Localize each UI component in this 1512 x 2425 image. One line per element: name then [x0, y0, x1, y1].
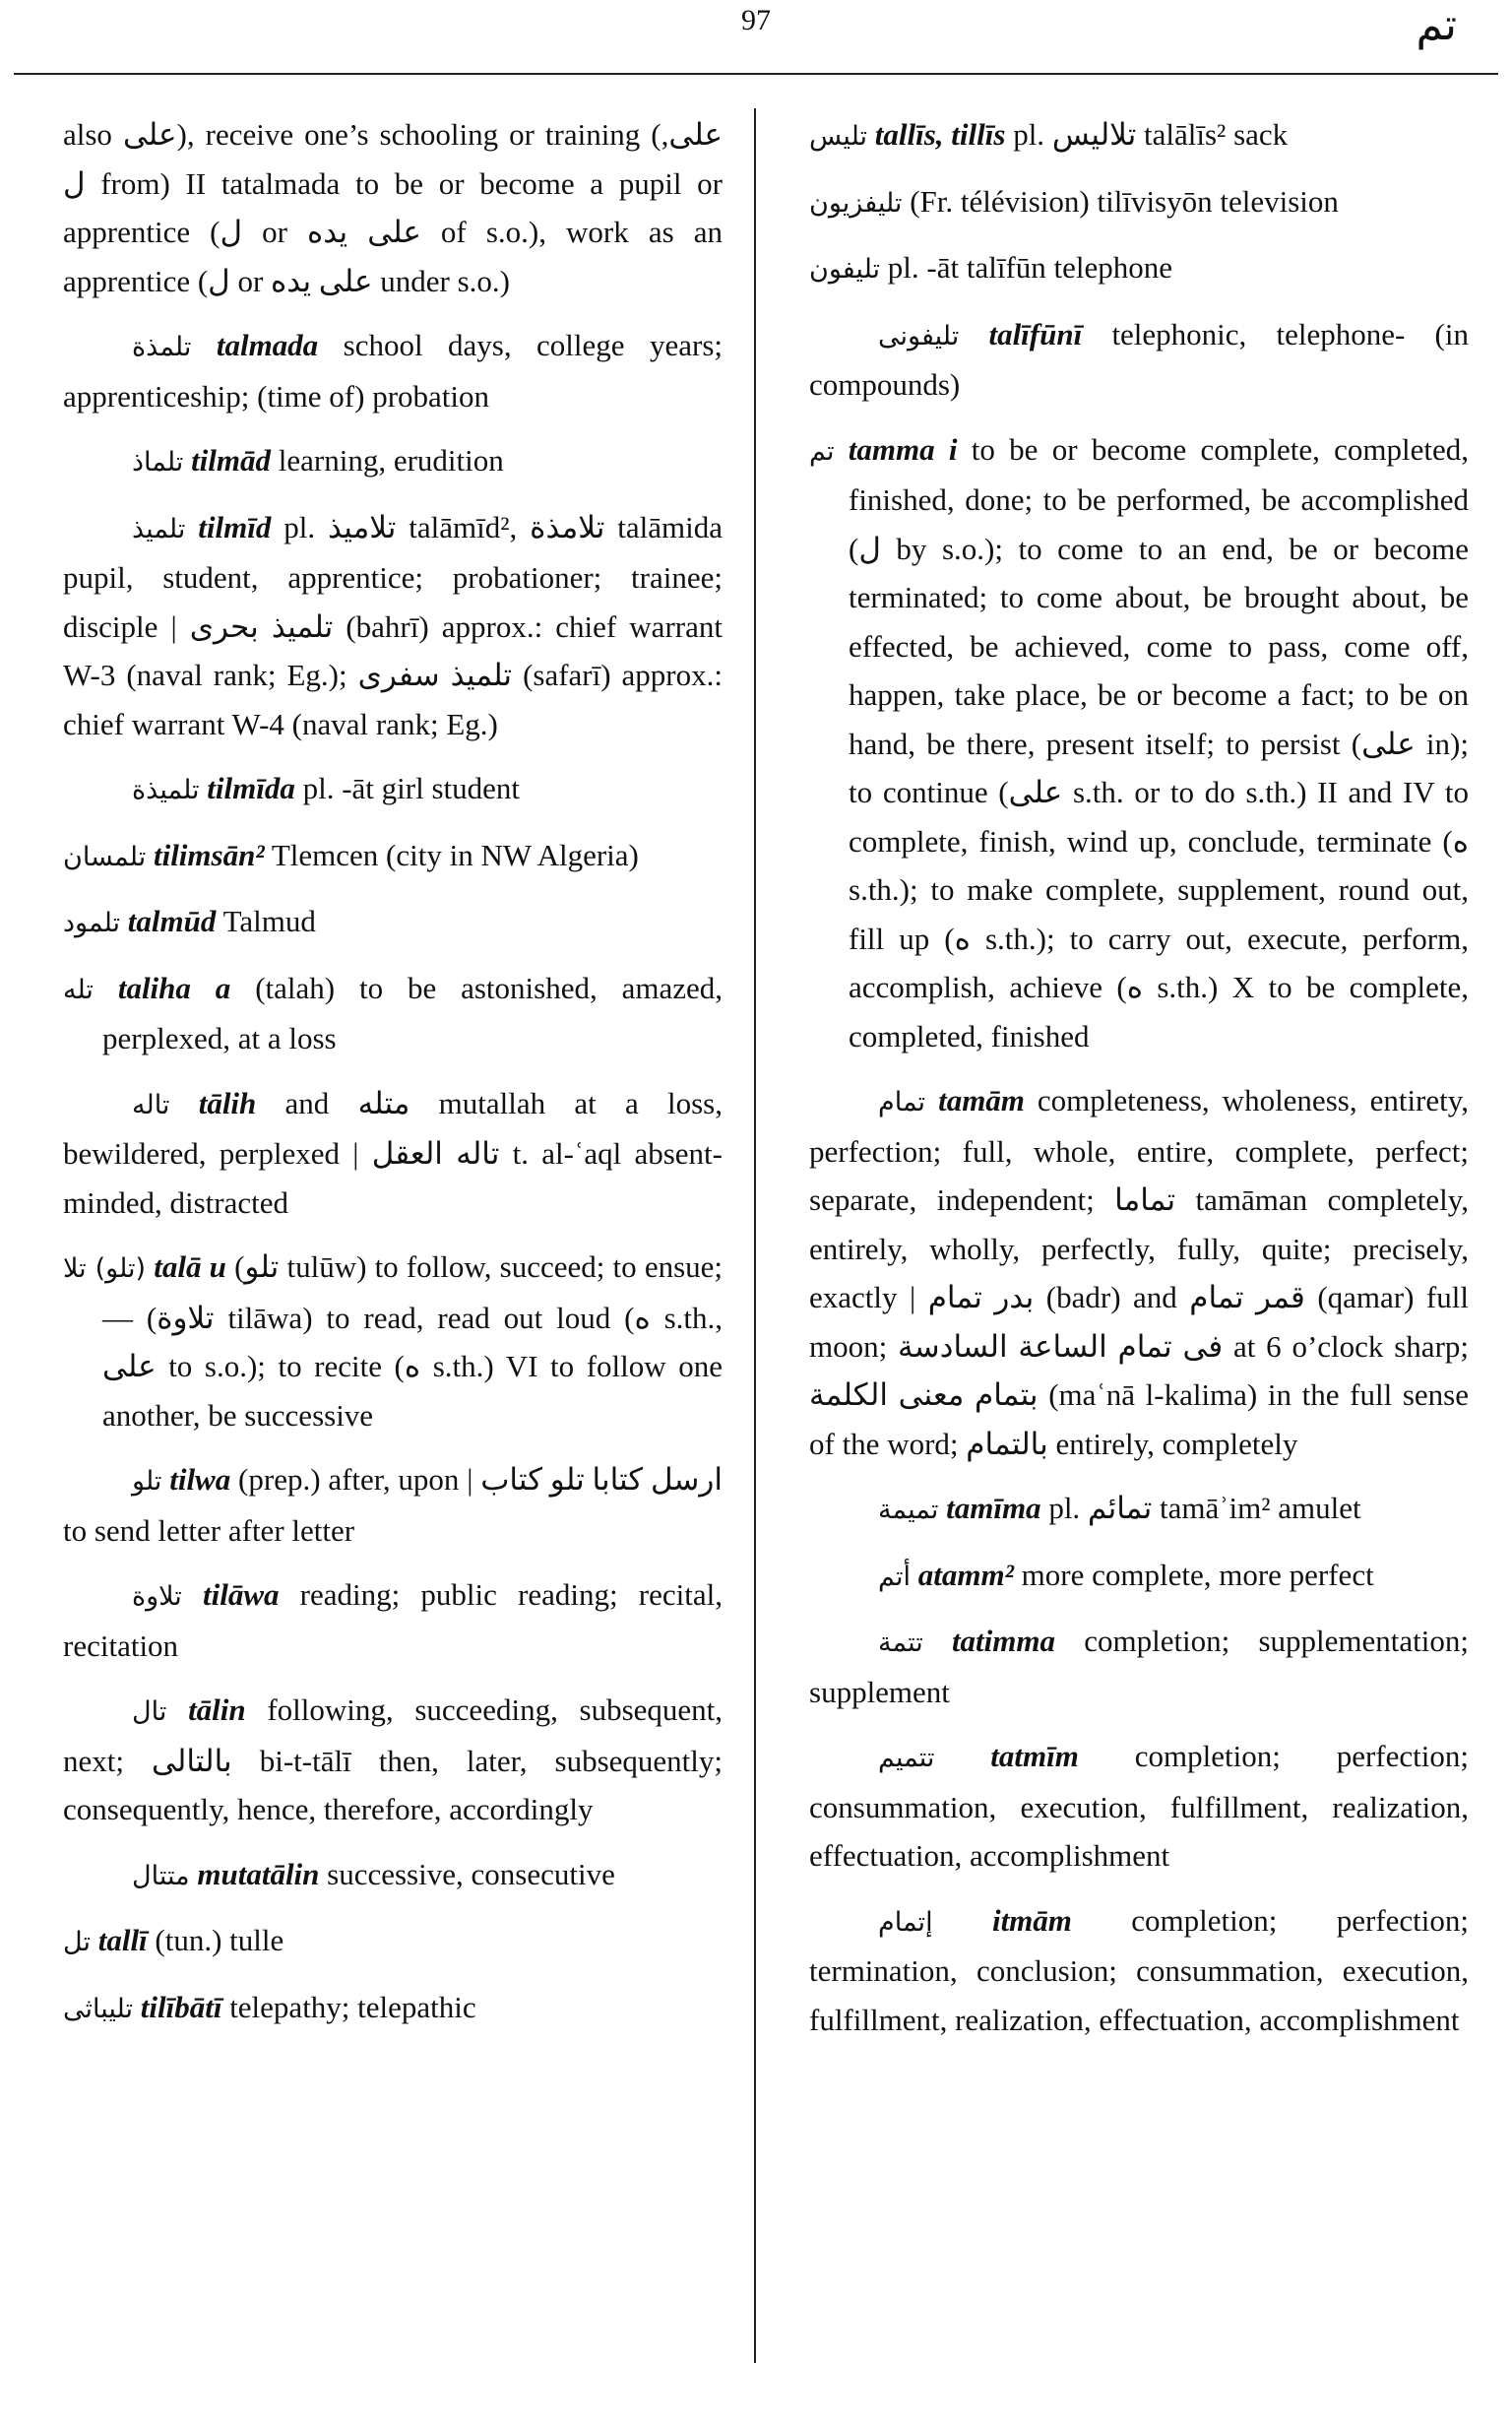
entry-arabic: تلمود	[63, 908, 121, 938]
entry-arabic: تليس	[809, 121, 868, 152]
dictionary-entry	[809, 425, 1469, 1061]
entry-arabic: تلمسان	[63, 841, 147, 872]
dictionary-entry	[809, 1896, 1469, 2045]
entry-arabic: تليفونى	[878, 320, 960, 351]
entry-gloss: (Fr. télévision) tilīvisyōn television	[910, 183, 1339, 219]
entry-translit: tallī	[97, 1923, 148, 1957]
entry-arabic: تليباثى	[63, 1993, 133, 2024]
entry-arabic: متتال	[132, 1860, 190, 1891]
entry-arabic: أتم	[878, 1561, 911, 1592]
entry-translit: talīfūnī	[988, 316, 1083, 351]
right-column	[809, 110, 1469, 2044]
entry-arabic: تليفزيون	[809, 187, 903, 219]
dictionary-entry	[63, 1243, 723, 1439]
continuation-entry	[63, 110, 723, 305]
entry-translit: mutatālin	[197, 1856, 320, 1891]
entry-gloss: to be or become complete, completed, finished, done; to be performed, be accomplished (ل by s.o.); to come to an end, be or become terminated; to come about, be brought about, be effected, be achieved, come to pass, come off, happen, take place, be or become a fact; to be on hand, be there, present itself; to persist (على in); to continue (على s.th. or to do s.th.) II and IV to complete, finish, wind up, conclude, terminate (ه s.th.); to make complete, supplement, round out, fill up (ه s.th.); to carry out, execute, perform, accomplish, achieve (ه s.th.) X to be complete, completed, finished	[849, 431, 1469, 1053]
entry-gloss: Talmud	[222, 904, 316, 938]
dictionary-entry	[63, 321, 723, 420]
entry-gloss: telephonic, telephone- (in compounds)	[809, 316, 1469, 402]
dictionary-entry	[809, 1732, 1469, 1881]
dictionary-entry	[63, 1916, 723, 1967]
entry-gloss: completion; perfection; consummation, execution, fulfillment, realization, effectuation, accomplishment	[809, 1739, 1469, 1873]
entry-translit: taliha a	[117, 970, 231, 1005]
dictionary-entry	[63, 897, 723, 948]
dictionary-entry	[63, 1686, 723, 1834]
entry-arabic: تلمذة	[132, 332, 192, 362]
entry-translit: talmūd	[127, 904, 217, 938]
dictionary-entry	[63, 1455, 723, 1555]
left-column	[63, 110, 723, 2033]
column-divider	[754, 108, 756, 2363]
entry-arabic: تاله	[132, 1089, 170, 1120]
entry-translit: tilwa	[169, 1462, 231, 1497]
entry-translit: tilmād	[191, 443, 272, 478]
entry-translit: tālih	[198, 1085, 257, 1120]
dictionary-entry	[63, 503, 723, 749]
entry-gloss: learning, erudition	[278, 443, 504, 478]
entry-gloss: reading; public reading; recital, recitation	[63, 1577, 723, 1663]
entry-gloss: (talah) to be astonished, amazed, perplexed, at a loss	[102, 970, 723, 1055]
entry-arabic: تميمة	[878, 1495, 939, 1525]
entry-gloss: Tlemcen (city in NW Algeria)	[271, 837, 639, 872]
dictionary-entry	[63, 1570, 723, 1670]
dictionary-entry	[809, 110, 1469, 161]
entry-translit: talā u	[154, 1249, 226, 1284]
dictionary-entry	[63, 764, 723, 815]
dictionary-entry	[63, 831, 723, 882]
dictionary-entry	[809, 177, 1469, 228]
entry-arabic: تلو	[132, 1466, 162, 1497]
entry-arabic: تلماذ	[132, 447, 184, 478]
dictionary-entry	[809, 310, 1469, 410]
entry-translit: talmada	[216, 328, 319, 362]
entry-translit: tamīma	[946, 1491, 1041, 1525]
entry-arabic: تمام	[878, 1087, 926, 1117]
entry-gloss: following, succeeding, subsequent, next; بالتالى bi-t-tālī then, later, subsequently; consequently, hence, therefore, accordingly	[63, 1692, 724, 1826]
dictionary-entry	[809, 1076, 1469, 1468]
entry-translit: tilmīda	[207, 771, 295, 805]
page-number: 97	[741, 4, 771, 36]
entry-gloss: (تلو tulūw) to follow, succeed; to ensue; — (تلاوة tilāwa) to read, read out loud (ه s.th., على to s.o.); to recite (ه s.th.) VI to follow one another, be successive	[102, 1249, 724, 1433]
dictionary-entry	[809, 243, 1469, 294]
dictionary-entry	[63, 436, 723, 487]
dictionary-entry	[63, 1983, 723, 2034]
entry-arabic: (تلو) تلا	[63, 1253, 147, 1284]
entry-arabic: تلميذة	[132, 775, 200, 805]
entry-arabic: إتمام	[878, 1906, 933, 1938]
entry-arabic: تم	[809, 435, 835, 467]
entry-gloss: also على), receive one’s schooling or training (على, ل from) II tatalmada to be or become a pupil or apprentice (ل or على يده of s.o.), work as an apprentice (ل or على يده under s.o.)	[63, 117, 723, 298]
entry-translit: tamām	[938, 1083, 1025, 1117]
dictionary-entry	[63, 1850, 723, 1901]
entry-arabic: تلميذ	[132, 513, 186, 544]
entry-gloss: successive, consecutive	[327, 1856, 615, 1891]
entry-translit: tamma i	[848, 431, 958, 467]
entry-translit: atamm²	[917, 1557, 1014, 1592]
entry-arabic: تتمة	[878, 1627, 923, 1658]
entry-gloss: (tun.) tulle	[155, 1923, 284, 1957]
dictionary-entry	[63, 964, 723, 1063]
entry-translit: tilimsān²	[153, 837, 265, 872]
entry-gloss: telepathy; telepathic	[229, 1989, 476, 2024]
entry-arabic: تليفون	[809, 254, 881, 285]
entry-gloss: school days, college years; apprenticeship; (time of) probation	[63, 328, 724, 414]
entry-gloss: pl. -āt talīfūn telephone	[887, 250, 1173, 285]
entry-translit: tilībātī	[140, 1989, 222, 2024]
entry-gloss: pl. -āt girl student	[302, 771, 521, 805]
dictionary-entry	[63, 1079, 723, 1228]
entry-gloss: completeness, wholeness, entirety, perfection; full, whole, entire, complete, perfect; separate, independent; تماما tamāman completely, entirely, wholly, perfectly, fully, quite; precisely, exactly | بدر تمام (badr) and قمر تمام (qamar) full moon; فى تمام الساعة السادسة at 6 o’clock sharp; بتمام معنى الكلمة (maʿnā l-kalima) in the full sense of the word; بالتمام entirely, completely	[809, 1083, 1470, 1461]
entry-translit: tatmīm	[990, 1739, 1079, 1773]
entry-gloss: and متله mutallah at a loss, bewildered, perplexed | تاله العقل t. al-ʿaql absent-minded, distracted	[63, 1085, 723, 1220]
entry-translit: tallīs, tillīs	[874, 117, 1006, 152]
entry-translit: tatimma	[951, 1624, 1056, 1658]
entry-gloss: completion; supplementation; supplement	[809, 1624, 1469, 1709]
dictionary-entry	[809, 1617, 1469, 1716]
entry-gloss: pl. تلاليس talālīs² sack	[1013, 117, 1289, 152]
entry-translit: tālin	[188, 1692, 246, 1727]
entry-arabic: تتميم	[878, 1743, 935, 1773]
entry-arabic: تال	[132, 1696, 167, 1727]
running-head: تم	[1416, 0, 1457, 50]
header-rule	[14, 73, 1498, 75]
entry-arabic: تل	[63, 1927, 91, 1957]
dictionary-entry	[809, 1484, 1469, 1535]
dictionary-entry	[809, 1551, 1469, 1602]
entry-translit: tilmīd	[198, 509, 272, 544]
entry-arabic: تلاوة	[132, 1581, 182, 1612]
entry-gloss: pl. تلاميذ talāmīd², تلامذة talāmida pupil, student, apprentice; probationer; trainee; disciple | تلميذ بحرى (bahrī) approx.: chief warrant W-3 (naval rank; Eg.); تلميذ سفرى (safarī) approx.: chief warrant W-4 (naval rank; Eg.)	[63, 509, 724, 741]
entry-gloss: (prep.) after, upon | ارسل كتابا تلو كتاب to send letter after letter	[63, 1462, 723, 1548]
entry-gloss: pl. تمائم tamāʾim² amulet	[1048, 1491, 1361, 1525]
entry-gloss: more complete, more perfect	[1021, 1557, 1374, 1592]
entry-translit: tilāwa	[202, 1577, 280, 1612]
entry-arabic: تله	[63, 974, 94, 1005]
entry-translit: itmām	[991, 1902, 1072, 1938]
entry-gloss: completion; perfection; termination, conclusion; consummation, execution, fulfillment, realization, effectuation, accomplishment	[809, 1902, 1469, 2037]
